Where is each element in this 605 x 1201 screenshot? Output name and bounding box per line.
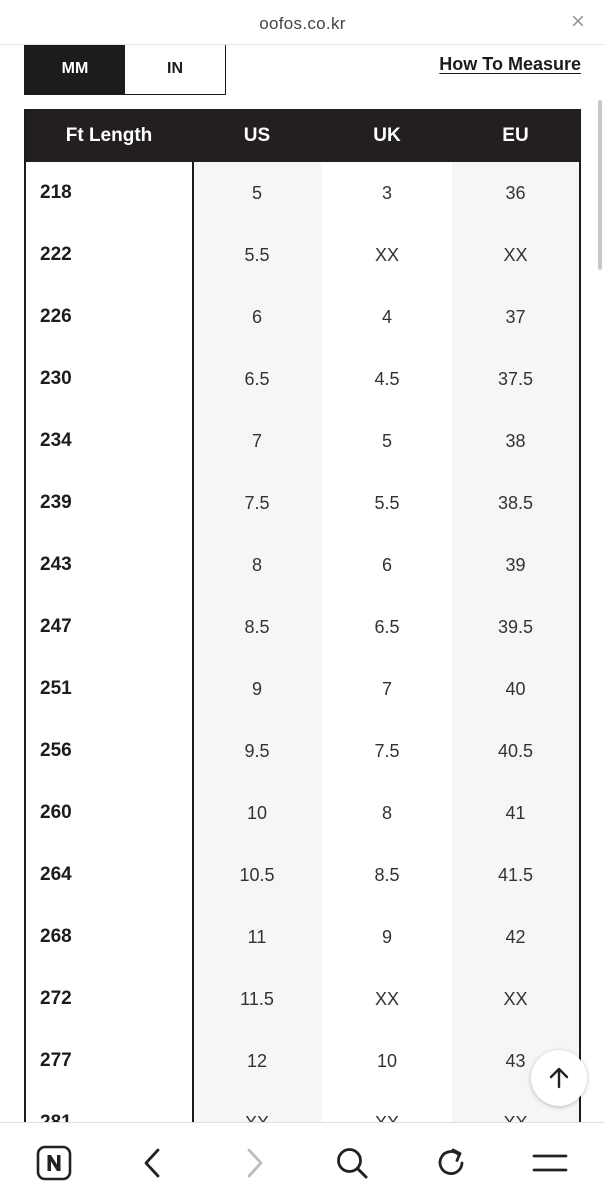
ft-length-cell: 218 [40,182,72,203]
in-button[interactable]: IN [125,44,225,94]
table-row [26,844,579,906]
reload-icon[interactable] [431,1143,471,1183]
us-size-cell: 10.5 [192,844,322,906]
us-size-cell: 10 [192,782,322,844]
eu-size-cell: 43 [452,1030,579,1092]
close-icon[interactable]: × [570,8,585,35]
table-row [26,1030,579,1092]
uk-size-cell: 5 [322,410,452,472]
table-row [26,658,579,720]
uk-size-cell: 6.5 [322,596,452,658]
us-size-cell: 5.5 [192,224,322,286]
ft-length-cell: 226 [40,306,72,327]
header-uk: UK [373,124,401,146]
us-size-cell: 7.5 [192,472,322,534]
table-header [26,109,579,162]
table-row [26,534,579,596]
ft-length-cell: 234 [40,430,72,451]
uk-size-cell: 6 [322,534,452,596]
browser-bottom-bar [0,1122,605,1201]
eu-size-cell: 41.5 [452,844,579,906]
ft-length-cell: 243 [40,554,72,575]
us-size-cell: 11.5 [192,968,322,1030]
ft-length-cell: 260 [40,802,72,823]
ft-length-cell: 247 [40,616,72,637]
ft-length-cell: 277 [40,1050,72,1071]
eu-size-cell: 39.5 [452,596,579,658]
uk-size-cell: 8.5 [322,844,452,906]
table-row [26,410,579,472]
size-chart-table [24,109,581,1154]
eu-size-cell: 42 [452,906,579,968]
us-size-cell: 5 [192,162,322,224]
us-size-cell: 8.5 [192,596,322,658]
scrollbar[interactable] [598,100,602,270]
back-icon[interactable] [133,1143,173,1183]
ft-length-cell: 222 [40,244,72,265]
uk-size-cell: 8 [322,782,452,844]
unit-toggle [24,44,226,95]
ft-length-cell: 272 [40,988,72,1009]
eu-size-cell: XX [452,224,579,286]
us-size-cell: 7 [192,410,322,472]
header-us: US [243,124,271,146]
table-row [26,162,579,224]
eu-size-cell: XX [452,968,579,1030]
table-row [26,782,579,844]
browser-top-bar [0,0,605,45]
us-size-cell: 6.5 [192,348,322,410]
eu-size-cell: 40 [452,658,579,720]
uk-size-cell: 7.5 [322,720,452,782]
us-size-cell: 6 [192,286,322,348]
header-ft-length: Ft Length [65,124,153,146]
uk-size-cell: 3 [322,162,452,224]
table-row [26,286,579,348]
eu-size-cell: 41 [452,782,579,844]
uk-size-cell: 10 [322,1030,452,1092]
ft-length-cell: 230 [40,368,72,389]
ft-length-cell: 264 [40,864,72,885]
scroll-to-top-button[interactable] [531,1050,587,1106]
table-row [26,348,579,410]
menu-icon[interactable] [530,1143,570,1183]
us-size-cell: 12 [192,1030,322,1092]
uk-size-cell: 9 [322,906,452,968]
table-row [26,224,579,286]
uk-size-cell: 7 [322,658,452,720]
uk-size-cell: 5.5 [322,472,452,534]
uk-size-cell: 4.5 [322,348,452,410]
eu-size-cell: 39 [452,534,579,596]
header-eu: EU [502,124,529,146]
us-size-cell: 8 [192,534,322,596]
uk-size-cell: XX [322,968,452,1030]
table-row [26,472,579,534]
search-icon[interactable] [332,1143,372,1183]
us-size-cell: 11 [192,906,322,968]
table-row [26,968,579,1030]
eu-size-cell: 36 [452,162,579,224]
naver-home-icon[interactable] [34,1143,74,1183]
eu-size-cell: 37 [452,286,579,348]
table-row [26,906,579,968]
ft-length-cell: 268 [40,926,72,947]
arrow-up-icon [546,1065,572,1091]
table-row [26,720,579,782]
mm-button[interactable]: MM [25,44,125,94]
eu-size-cell: 38.5 [452,472,579,534]
eu-size-cell: 37.5 [452,348,579,410]
eu-size-cell: 40.5 [452,720,579,782]
ft-length-cell: 256 [40,740,72,761]
url-label[interactable]: oofos.co.kr [259,14,346,33]
table-body [26,162,579,1154]
eu-size-cell: 38 [452,410,579,472]
forward-icon[interactable] [234,1143,274,1183]
uk-size-cell: 4 [322,286,452,348]
uk-size-cell: XX [322,224,452,286]
ft-length-cell: 251 [40,678,72,699]
table-row [26,596,579,658]
us-size-cell: 9 [192,658,322,720]
how-to-measure-link[interactable]: How To Measure [439,54,581,74]
us-size-cell: 9.5 [192,720,322,782]
ft-length-cell: 239 [40,492,72,513]
